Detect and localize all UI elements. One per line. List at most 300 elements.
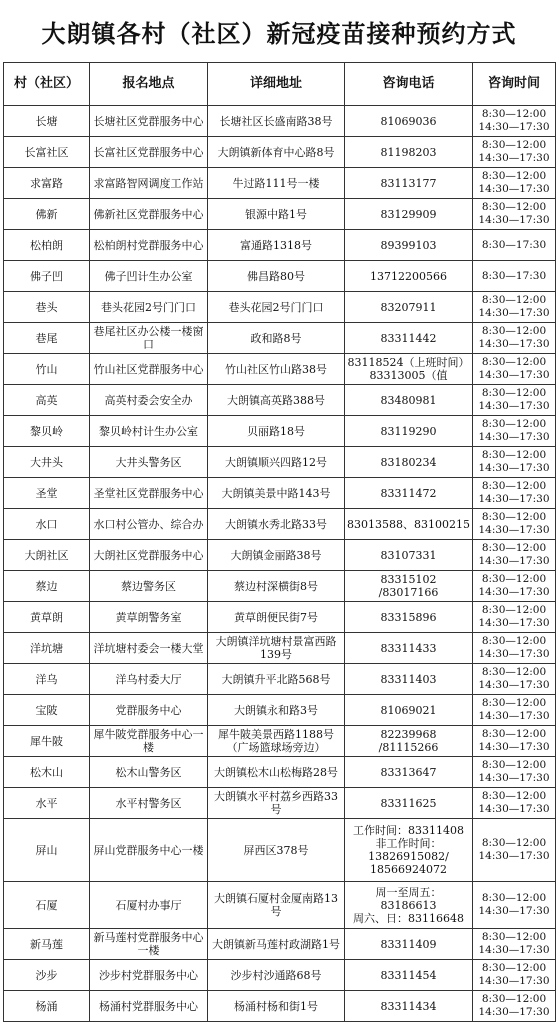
- phone-cell-text: 83119290: [380, 424, 437, 438]
- site-cell: [90, 695, 208, 726]
- address-cell: [208, 261, 345, 292]
- address-cell-text: 政和路8号: [250, 331, 302, 345]
- address-cell: [208, 292, 345, 323]
- site-cell-text: 长富社区党群服务中心: [93, 145, 204, 159]
- table-row: [4, 261, 556, 292]
- village-cell: [4, 354, 90, 385]
- address-cell-text: 贝丽路18号: [247, 424, 305, 438]
- site-cell: [90, 726, 208, 757]
- phone-cell-text: 81069036: [380, 114, 437, 128]
- phone-cell: [345, 137, 473, 168]
- time-cell: [473, 416, 556, 447]
- phone-cell-text: 83107331: [380, 548, 437, 562]
- village-cell: [4, 960, 90, 991]
- village-cell-text: 长塘: [35, 114, 58, 128]
- phone-cell: [345, 478, 473, 509]
- table-row: [4, 385, 556, 416]
- site-cell: [90, 929, 208, 960]
- address-cell: [208, 788, 345, 819]
- site-cell-text: 佛新社区党群服务中心: [93, 207, 204, 221]
- address-cell-text: 大朗镇新马莲村政湖路1号: [212, 937, 340, 951]
- time-cell: [473, 664, 556, 695]
- site-cell-text: 杨涌村党群服务中心: [99, 999, 198, 1013]
- village-cell-text: 巷头: [35, 300, 58, 314]
- village-cell: [4, 478, 90, 509]
- phone-cell-text: 83313647: [380, 765, 437, 779]
- table-row: [4, 354, 556, 385]
- table-row: [4, 929, 556, 960]
- address-cell: [208, 929, 345, 960]
- village-cell: [4, 819, 90, 882]
- address-cell-text: 大朗镇金丽路38号: [230, 548, 322, 562]
- phone-cell: [345, 292, 473, 323]
- phone-cell-text: 83311434: [380, 999, 437, 1013]
- phone-cell: [345, 509, 473, 540]
- address-cell-text: 杨涌村杨和街1号: [234, 999, 318, 1013]
- address-cell: [208, 819, 345, 882]
- site-cell-text: 佛子凹计生办公室: [104, 269, 193, 283]
- site-cell-text: 水平村警务区: [115, 796, 182, 810]
- time-cell: [473, 509, 556, 540]
- site-cell-text: 洋乌村委大厅: [115, 672, 182, 686]
- address-cell-text: 大朗镇升平北路568号: [221, 672, 331, 686]
- time-cell: [473, 385, 556, 416]
- address-cell: [208, 323, 345, 354]
- site-cell-text: 黎贝岭村计生办公室: [99, 424, 198, 438]
- village-cell-text: 大朗社区: [24, 548, 69, 562]
- time-cell-text: 8:30—12:00 14:30—17:30: [478, 728, 550, 753]
- time-cell-text: 8:30—12:00 14:30—17:30: [478, 666, 550, 691]
- address-cell-text: 大朗镇高英路388号: [227, 393, 325, 407]
- site-cell: [90, 571, 208, 602]
- site-cell-text: 犀牛陂党群服务中心一楼: [93, 728, 204, 754]
- time-cell-text: 8:30—12:00 14:30—17:30: [478, 294, 550, 319]
- site-cell: [90, 664, 208, 695]
- address-cell: [208, 168, 345, 199]
- village-cell: [4, 726, 90, 757]
- address-cell: [208, 478, 345, 509]
- site-cell: [90, 292, 208, 323]
- time-cell: [473, 354, 556, 385]
- village-cell: [4, 788, 90, 819]
- address-cell-text: 大朗镇洋坑塘村景富西路139号: [215, 635, 337, 661]
- phone-cell: [345, 929, 473, 960]
- site-cell: [90, 261, 208, 292]
- site-cell-text: 党群服务中心: [115, 703, 182, 717]
- phone-cell-text: 83315896: [380, 610, 437, 624]
- time-cell: [473, 199, 556, 230]
- site-cell-text: 新马莲村党群服务中心一楼: [93, 931, 204, 957]
- time-cell-text: 8:30—12:00 14:30—17:30: [478, 892, 550, 917]
- site-cell-text: 大井头警务区: [115, 455, 182, 469]
- header-village: 村（社区）: [4, 63, 90, 106]
- site-cell: [90, 354, 208, 385]
- site-cell: [90, 509, 208, 540]
- address-cell-text: 牛过路111号一楼: [232, 176, 320, 190]
- phone-cell-text: 83480981: [380, 393, 437, 407]
- village-cell: [4, 199, 90, 230]
- table-row: [4, 478, 556, 509]
- site-cell: [90, 602, 208, 633]
- time-cell-text: 8:30—12:00 14:30—17:30: [478, 325, 550, 350]
- address-cell: [208, 137, 345, 168]
- time-cell-text: 8:30—12:00 14:30—17:30: [478, 697, 550, 722]
- phone-cell: [345, 991, 473, 1022]
- time-cell-text: 8:30—12:00 14:30—17:30: [478, 962, 550, 987]
- phone-cell-text: 83311403: [380, 672, 437, 686]
- time-cell: [473, 960, 556, 991]
- village-cell: [4, 447, 90, 478]
- address-cell-text: 大朗镇松木山松梅路28号: [214, 765, 338, 779]
- village-cell: [4, 137, 90, 168]
- phone-cell: [345, 571, 473, 602]
- site-cell: [90, 416, 208, 447]
- site-cell: [90, 819, 208, 882]
- phone-cell: [345, 788, 473, 819]
- phone-cell: [345, 819, 473, 882]
- address-cell-text: 大朗镇新体育中心路8号: [217, 145, 335, 159]
- site-cell: [90, 447, 208, 478]
- table-row: [4, 447, 556, 478]
- address-cell-text: 蔡边村深横街8号: [234, 579, 318, 593]
- phone-cell-text: 83311625: [380, 796, 437, 810]
- time-cell-text: 8:30—12:00 14:30—17:30: [478, 356, 550, 381]
- address-cell: [208, 882, 345, 929]
- village-cell-text: 竹山: [35, 362, 58, 376]
- site-cell-text: 松木山警务区: [115, 765, 182, 779]
- village-cell-text: 大井头: [30, 455, 63, 469]
- village-cell-text: 屏山: [35, 843, 58, 857]
- site-cell-text: 竹山社区党群服务中心: [93, 362, 204, 376]
- phone-cell: [345, 261, 473, 292]
- time-cell-text: 8:30—12:00 14:30—17:30: [478, 511, 550, 536]
- time-cell-text: 8:30—12:00 14:30—17:30: [478, 542, 550, 567]
- address-cell: [208, 447, 345, 478]
- site-cell-text: 沙步村党群服务中心: [99, 968, 198, 982]
- address-cell-text: 大朗镇水平村荔乡西路33号: [214, 790, 338, 816]
- time-cell: [473, 230, 556, 261]
- site-cell-text: 长塘社区党群服务中心: [93, 114, 204, 128]
- table-row: [4, 571, 556, 602]
- address-cell: [208, 509, 345, 540]
- table-row: [4, 292, 556, 323]
- table-row: [4, 199, 556, 230]
- address-cell: [208, 571, 345, 602]
- site-cell: [90, 788, 208, 819]
- address-cell-text: 银源中路1号: [245, 207, 307, 221]
- address-cell-text: 竹山社区竹山路38号: [225, 362, 327, 376]
- phone-cell: [345, 354, 473, 385]
- site-cell: [90, 882, 208, 929]
- village-cell-text: 水平: [35, 796, 58, 810]
- address-cell: [208, 633, 345, 664]
- address-cell-text: 巷头花园2号门门口: [228, 300, 324, 314]
- site-cell-text: 松柏朗村党群服务中心: [93, 238, 204, 252]
- site-cell-text: 蔡边警务区: [121, 579, 176, 593]
- phone-cell: [345, 416, 473, 447]
- time-cell: [473, 447, 556, 478]
- time-cell: [473, 991, 556, 1022]
- time-cell: [473, 106, 556, 137]
- address-cell-text: 大朗镇石厦村金厦南路13号: [214, 892, 338, 918]
- time-cell-text: 8:30—12:00 14:30—17:30: [478, 573, 550, 598]
- time-cell-text: 8:30—12:00 14:30—17:30: [478, 449, 550, 474]
- site-cell: [90, 991, 208, 1022]
- site-cell: [90, 106, 208, 137]
- phone-cell-text: 工作时间：83311408 非工作时间： 13826915082/ 18566924072: [353, 824, 464, 876]
- site-cell: [90, 633, 208, 664]
- time-cell-text: 8:30—12:00 14:30—17:30: [478, 201, 550, 226]
- table-row: [4, 168, 556, 199]
- time-cell: [473, 882, 556, 929]
- site-cell-text: 巷尾社区办公楼一楼窗口: [93, 325, 204, 351]
- village-cell: [4, 261, 90, 292]
- table-row: [4, 416, 556, 447]
- phone-cell: [345, 882, 473, 929]
- village-cell: [4, 571, 90, 602]
- address-cell-text: 黄草朗便民街7号: [234, 610, 318, 624]
- phone-cell-text: 83013588、83100215: [347, 517, 470, 531]
- address-cell: [208, 602, 345, 633]
- site-cell: [90, 168, 208, 199]
- village-cell-text: 石厦: [35, 898, 58, 912]
- village-cell: [4, 323, 90, 354]
- village-cell-text: 佛子凹: [30, 269, 63, 283]
- header-time: 咨询时间: [473, 63, 556, 106]
- phone-cell: [345, 385, 473, 416]
- header-address: 详细地址: [208, 63, 345, 106]
- phone-cell: [345, 664, 473, 695]
- village-cell-text: 宝陂: [35, 703, 58, 717]
- table-row: [4, 509, 556, 540]
- phone-cell-text: 83118524（上班时间）83313005（值: [347, 356, 470, 382]
- address-cell-text: 屏西区378号: [243, 843, 309, 857]
- time-cell-text: 8:30—12:00 14:30—17:30: [478, 418, 550, 443]
- site-cell-text: 洋坑塘村委会一楼大堂: [93, 641, 204, 655]
- site-cell: [90, 960, 208, 991]
- appointment-table: [3, 62, 556, 1022]
- time-cell: [473, 571, 556, 602]
- phone-cell: [345, 695, 473, 726]
- time-cell: [473, 137, 556, 168]
- phone-cell-text: 83180234: [380, 455, 437, 469]
- village-cell: [4, 991, 90, 1022]
- time-cell-text: 8:30—12:00 14:30—17:30: [478, 635, 550, 660]
- phone-cell: [345, 960, 473, 991]
- time-cell-text: 8:30—12:00 14:30—17:30: [478, 139, 550, 164]
- time-cell: [473, 929, 556, 960]
- table-row: [4, 882, 556, 929]
- village-cell: [4, 695, 90, 726]
- site-cell-text: 屏山党群服务中心一楼: [93, 843, 204, 857]
- address-cell-text: 沙步村沙通路68号: [230, 968, 322, 982]
- address-cell: [208, 991, 345, 1022]
- phone-cell-text: 周一至周五： 83186613 周六、日：83116648: [353, 885, 464, 925]
- village-cell-text: 松柏朗: [30, 238, 63, 252]
- phone-cell: [345, 633, 473, 664]
- phone-cell: [345, 323, 473, 354]
- time-cell: [473, 819, 556, 882]
- table-row: [4, 991, 556, 1022]
- village-cell-text: 松木山: [30, 765, 63, 779]
- village-cell: [4, 292, 90, 323]
- table-row: [4, 960, 556, 991]
- phone-cell-text: 89399103: [380, 238, 437, 252]
- address-cell-text: 大朗镇永和路3号: [234, 703, 318, 717]
- site-cell: [90, 230, 208, 261]
- site-cell-text: 大朗社区党群服务中心: [93, 548, 204, 562]
- phone-cell: [345, 447, 473, 478]
- phone-cell-text: 83315102 /83017166: [378, 573, 439, 599]
- table-row: [4, 137, 556, 168]
- village-cell-text: 杨涌: [35, 999, 58, 1013]
- address-cell: [208, 385, 345, 416]
- table-row: [4, 230, 556, 261]
- time-cell-text: 8:30—12:00 14:30—17:30: [478, 387, 550, 412]
- table-header-row: [4, 63, 556, 106]
- phone-cell-text: 81069021: [380, 703, 437, 717]
- address-cell: [208, 416, 345, 447]
- time-cell-text: 8:30—12:00 14:30—17:30: [478, 790, 550, 815]
- village-cell: [4, 168, 90, 199]
- phone-cell: [345, 168, 473, 199]
- site-cell: [90, 757, 208, 788]
- phone-cell: [345, 757, 473, 788]
- time-cell-text: 8:30—17:30: [481, 238, 547, 251]
- address-cell: [208, 726, 345, 757]
- site-cell-text: 圣堂社区党群服务中心: [93, 486, 204, 500]
- phone-cell-text: 83311442: [380, 331, 437, 345]
- village-cell: [4, 106, 90, 137]
- phone-cell: [345, 602, 473, 633]
- address-cell-text: 大朗镇水秀北路33号: [225, 517, 327, 531]
- village-cell-text: 黎贝岭: [30, 424, 63, 438]
- site-cell: [90, 478, 208, 509]
- table-row: [4, 602, 556, 633]
- time-cell: [473, 292, 556, 323]
- phone-cell: [345, 106, 473, 137]
- village-cell-text: 圣堂: [35, 486, 58, 500]
- phone-cell: [345, 540, 473, 571]
- table-row: [4, 106, 556, 137]
- time-cell-text: 8:30—12:00 14:30—17:30: [478, 480, 550, 505]
- site-cell: [90, 199, 208, 230]
- phone-cell-text: 83207911: [380, 300, 437, 314]
- time-cell: [473, 726, 556, 757]
- address-cell: [208, 106, 345, 137]
- address-cell: [208, 664, 345, 695]
- time-cell-text: 8:30—12:00 14:30—17:30: [478, 993, 550, 1018]
- village-cell-text: 长富社区: [24, 145, 69, 159]
- village-cell-text: 沙步: [35, 968, 58, 982]
- address-cell-text: 佛昌路80号: [247, 269, 305, 283]
- table-body: [4, 106, 556, 1022]
- village-cell-text: 巷尾: [35, 331, 58, 345]
- table-row: [4, 540, 556, 571]
- site-cell-text: 水口村公管办、综合办: [93, 517, 204, 531]
- phone-cell-text: 82239968 /81115266: [378, 728, 439, 754]
- page-title: 大朗镇各村（社区）新冠疫苗接种预约方式: [41, 19, 517, 48]
- phone-cell-text: 83311472: [380, 486, 437, 500]
- site-cell-text: 黄草朗警务室: [115, 610, 182, 624]
- village-cell: [4, 509, 90, 540]
- village-cell: [4, 230, 90, 261]
- table-row: [4, 757, 556, 788]
- table-row: [4, 323, 556, 354]
- village-cell: [4, 385, 90, 416]
- address-cell: [208, 230, 345, 261]
- village-cell: [4, 540, 90, 571]
- time-cell: [473, 540, 556, 571]
- site-cell-text: 高英村委会安全办: [104, 393, 193, 407]
- time-cell: [473, 633, 556, 664]
- address-cell: [208, 354, 345, 385]
- address-cell: [208, 199, 345, 230]
- time-cell: [473, 788, 556, 819]
- address-cell-text: 大朗镇美景中路143号: [221, 486, 331, 500]
- site-cell: [90, 323, 208, 354]
- site-cell: [90, 385, 208, 416]
- village-cell-text: 水口: [35, 517, 58, 531]
- address-cell: [208, 757, 345, 788]
- time-cell-text: 8:30—12:00 14:30—17:30: [478, 108, 550, 133]
- village-cell: [4, 929, 90, 960]
- time-cell: [473, 261, 556, 292]
- table-row: [4, 819, 556, 882]
- table-row: [4, 788, 556, 819]
- table-row: [4, 633, 556, 664]
- site-cell-text: 巷头花园2号门门口: [101, 300, 196, 314]
- village-cell-text: 蔡边: [35, 579, 58, 593]
- phone-cell: [345, 199, 473, 230]
- table-row: [4, 726, 556, 757]
- table-row: [4, 664, 556, 695]
- phone-cell-text: 83311454: [380, 968, 437, 982]
- village-cell-text: 佛新: [35, 207, 58, 221]
- village-cell: [4, 882, 90, 929]
- village-cell: [4, 757, 90, 788]
- time-cell-text: 8:30—12:00 14:30—17:30: [478, 837, 550, 862]
- site-cell-text: 石厦村办事厅: [115, 898, 182, 912]
- address-cell-text: 长塘社区长盛南路38号: [219, 114, 333, 128]
- time-cell-text: 8:30—12:00 14:30—17:30: [478, 170, 550, 195]
- village-cell-text: 犀牛陂: [30, 734, 63, 748]
- phone-cell: [345, 726, 473, 757]
- village-cell: [4, 602, 90, 633]
- time-cell: [473, 478, 556, 509]
- village-cell-text: 高英: [35, 393, 58, 407]
- time-cell: [473, 695, 556, 726]
- village-cell: [4, 416, 90, 447]
- site-cell: [90, 137, 208, 168]
- time-cell-text: 8:30—17:30: [481, 269, 547, 282]
- time-cell-text: 8:30—12:00 14:30—17:30: [478, 759, 550, 784]
- phone-cell-text: 81198203: [380, 145, 437, 159]
- address-cell-text: 犀牛陂美景西路1188号（广场篮球场旁边）: [218, 728, 334, 754]
- site-cell-text: 求富路智网调度工作站: [93, 176, 204, 190]
- village-cell-text: 洋乌: [35, 672, 58, 686]
- address-cell: [208, 960, 345, 991]
- phone-cell: [345, 230, 473, 261]
- village-cell-text: 洋坑塘: [30, 641, 63, 655]
- village-cell-text: 新马莲: [30, 937, 63, 951]
- time-cell: [473, 323, 556, 354]
- address-cell: [208, 695, 345, 726]
- table-row: [4, 695, 556, 726]
- header-phone: 咨询电话: [345, 63, 473, 106]
- village-cell: [4, 664, 90, 695]
- phone-cell-text: 13712200566: [370, 269, 447, 283]
